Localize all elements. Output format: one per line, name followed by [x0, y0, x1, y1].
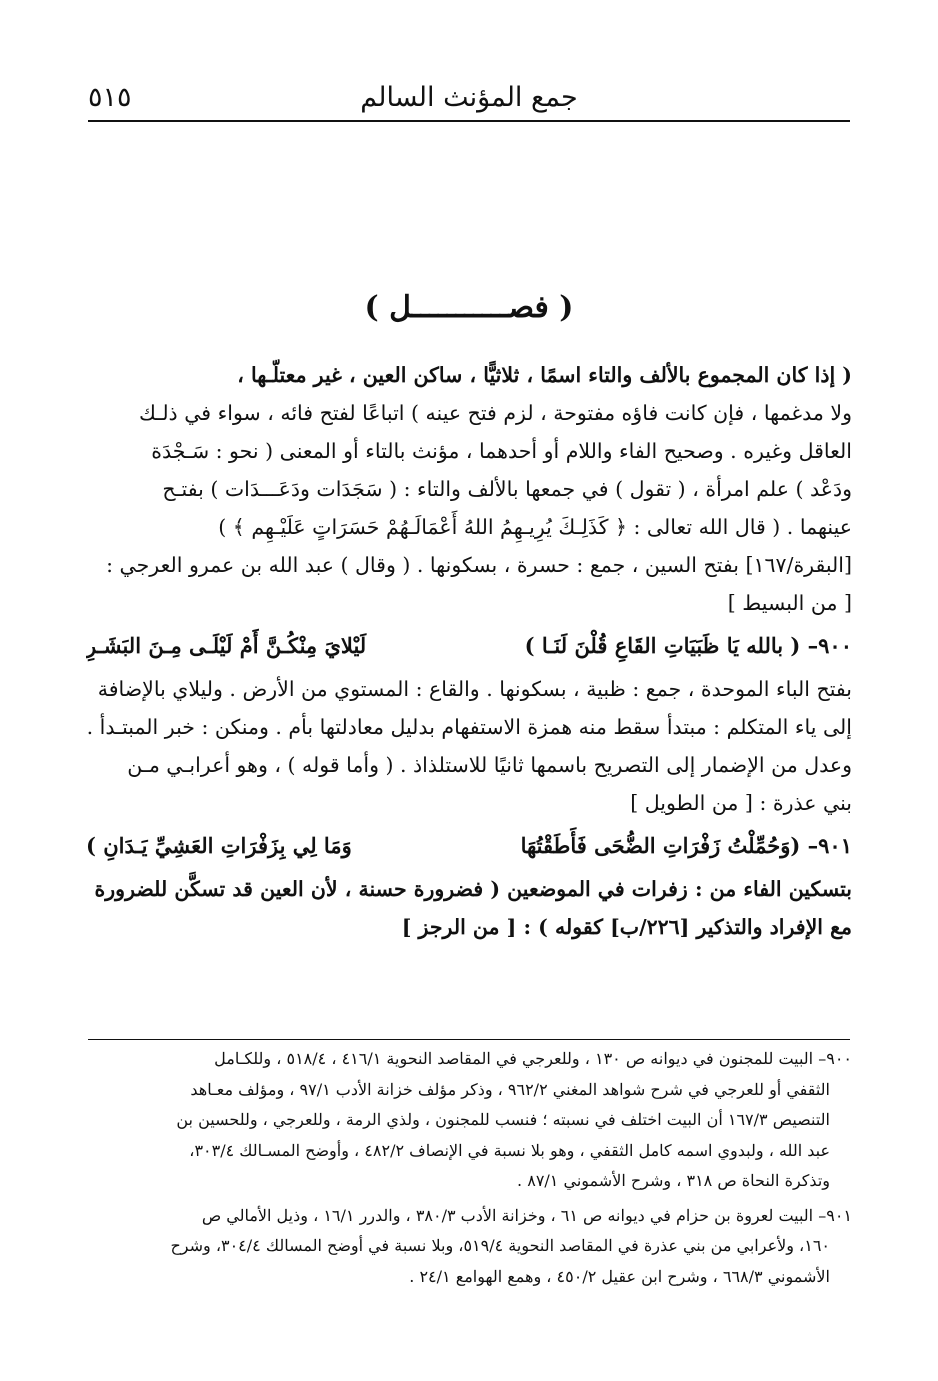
running-title: جمع المؤنث السالم [360, 82, 578, 113]
main-text [86, 356, 852, 946]
verse-900 [86, 622, 852, 670]
text-line: بتسكين الفاء من : زفرات في الموضعين ( فضرورة حسنة ، لأن العين قد تسكَّن للضرورة [94, 877, 852, 901]
text-line: عينهما . ( قال الله تعالى : ﴿ كَذَلِـكَ يُرِيـهِمُ اللهُ أَعْمَالَـهُمْ حَسَرَاتٍ عَلَيْـهِم ﴾ ) [218, 515, 852, 539]
verse-first-hemistich: ٩٠٠– ( بالله يَا ظَبَيَاتِ القَاعِ قُلْنَ لَنَـا ) [524, 633, 852, 658]
footnote-line: عبد الله ، ولبدوي اسمه كامل الثقفي ، وهو بلا نسبة في الإنصاف ٤٨٢/٢ ، وأوضح المسـالك ٣٠٣/٤، [189, 1140, 830, 1160]
text-line: مع الإفراد والتذكير [٢٢٦/ب] كقوله ) : [ من الرجز ] [401, 915, 852, 939]
footnote-line: ٩٠٠– البيت للمجنون في ديوانه ص ١٣٠ ، وللعرجي في المقاصد النحوية ٤١٦/١ ، ٥١٨/٤ ، وللكـامل [214, 1049, 852, 1068]
text-line: [ من البسيط ] [727, 591, 852, 615]
footnote-line: التنصيص ١٦٧/٣ أن البيت اختلف في نسبته ؛ فنسب للمجنون ، ولذي الرمة ، وللعرجي ، وللحسين بن [176, 1110, 830, 1129]
text-line: [البقرة/١٦٧] بفتح السين ، جمع : حسرة ، بسكونها . ( وقال ) عبد الله بن عمرو العرجي : [106, 553, 852, 577]
footnote-line: ٩٠١– البيت لعروة بن حزام في ديوانه ص ٦١ ، وخزانة الأدب ٣٨٠/٣ ، والدرر ١٦/١ ، وذيل الأمالي ص [201, 1205, 852, 1225]
footnote-divider [88, 1039, 850, 1040]
footnote-line: ١٦٠، ولأعرابي من بني عذرة في المقاصد النحوية ٥١٩/٤، وبلا نسبة في أوضح المسالك ٣٠٤/٤، وشرح [170, 1236, 830, 1255]
verse-901 [86, 822, 852, 870]
footnote-line: الأشموني ٦٦٨/٣ ، وشرح ابن عقيل ٤٥٠/٢ ، وهمع الهوامع ٢٤/١ . [409, 1266, 830, 1286]
text-line: العاقل وغيره . وصحيح الفاء واللام أو أحدهما ، مؤنث بالتاء أو المعنى ( نحو : سَـجْدَة [151, 439, 852, 463]
text-line: وعدل من الإضمار إلى التصريح باسمها ثانيًا للاستلذاذ . ( وأما قوله ) ، وهو أعرابـي مـن [127, 753, 852, 777]
verse-first-hemistich: ٩٠١– (وَحُمِّلْتُ زَفْرَاتِ الضُّحَى فَأَطَقْتُهَا [520, 833, 852, 858]
text-line: ( إذا كان المجموع بالألف والتاء اسمًا ، ثلاثيًّا ، ساكن العين ، غير معتلّـها ، [237, 363, 852, 387]
text-line: بني عذرة : [ من الطويل ] [630, 791, 852, 815]
text-line: ودَعْد ) علم امرأة ، ( تقول ) في جمعها بالألف والتاء : ( سَجَدَات ودَعَـــدَات ) بفتـح [162, 477, 852, 501]
footnote-line: الثقفي أو للعرجي في شرح شواهد المغني ٩٦٢/٢ ، وذكر مؤلف خزانة الأدب ٩٧/١ ، ومؤلف معـاهد [190, 1079, 830, 1099]
footnote-line: وتذكرة النحاة ص ٣١٨ ، وشرح الأشموني ٨٧/١ . [517, 1171, 830, 1190]
section-heading: ( فصـــــــــــل ) [364, 290, 574, 325]
verse-second-hemistich: لَيْلايَ مِنْكُـنَّ أَمْ لَيْلَـى مِـنَ البَشَـرِ [86, 633, 367, 658]
text-line: بفتح الباء الموحدة ، جمع : ظبية ، بسكونها . والقاع : المستوي من الأرض . وليلاي بالإضافة [97, 677, 852, 701]
footnotes [86, 1044, 852, 1292]
text-line: ولا مدغمها ، فإن كانت فاؤه مفتوحة ، لزم فتح عينه ) اتباعًا لفتح فائه ، سواء في ذلـك [139, 401, 852, 425]
page-header [88, 78, 850, 122]
verse-second-hemistich: وَمَا لِي بِزَفْرَاتِ العَشِيِّ يَـدَانِ ) [86, 833, 352, 858]
text-line: إلى ياء المتكلم : مبتدأ سقط منه همزة الاستفهام بدليل معادلتها بأم . ومنكن : خبر المبتـدأ . [86, 715, 852, 739]
page-number: ٥١٥ [88, 82, 132, 113]
